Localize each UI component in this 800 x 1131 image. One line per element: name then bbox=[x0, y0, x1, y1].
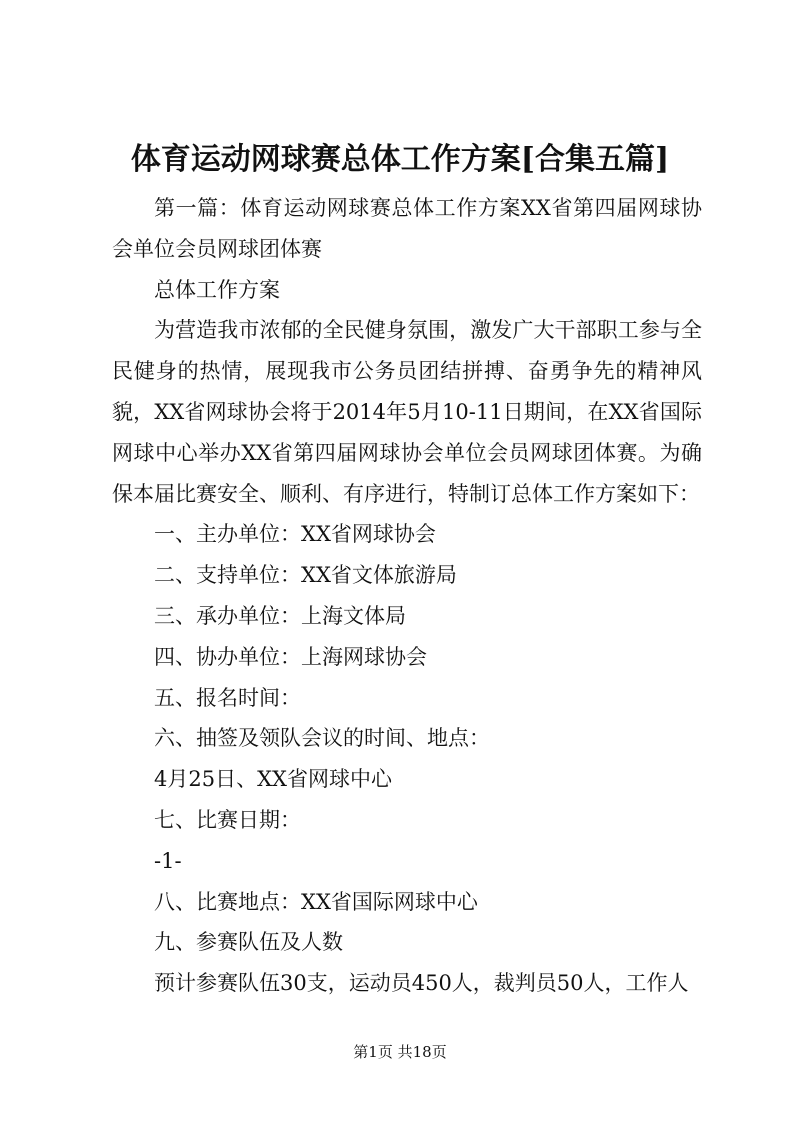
page-number-footer: 第1页 共18页 bbox=[353, 1043, 447, 1061]
paragraph-subtitle: 总体工作方案 bbox=[154, 277, 280, 302]
list-item-organizer: 一、主办单位：XX省网球协会 bbox=[154, 522, 436, 547]
list-item-teams-and-participants: 九、参赛队伍及人数 bbox=[154, 930, 343, 955]
list-item-match-date: 七、比赛日期： bbox=[154, 807, 301, 832]
list-item-draw-meeting: 六、抽签及领队会议的时间、地点： bbox=[154, 726, 490, 751]
paragraph-participant-counts: 预计参赛队伍30支，运动员450人，裁判员50人，工作人 bbox=[154, 971, 689, 996]
list-item-co-organizer: 四、协办单位：上海网球协会 bbox=[154, 644, 427, 669]
list-item-undertaker: 三、承办单位：上海文体局 bbox=[154, 603, 406, 628]
document-title: 体育运动网球赛总体工作方案[合集五篇] bbox=[130, 142, 670, 177]
paragraph-chapter-heading: 第一篇：体育运动网球赛总体工作方案XX省第四届网球协会单位会员网球团体赛 bbox=[112, 196, 702, 261]
paragraph-intro: 为营造我市浓郁的全民健身氛围，激发广大干部职工参与全民健身的热情，展现我市公务员团结拼搏、奋勇争先的精神风貌，XX省网球协会将于2014年5月10-11日期间，在XX省国际网球中心举办XX省第四届网球协会单位会员网球团体赛。为确保本届比赛安全、顺利、有序进行，特制订总体工作方案如下： bbox=[112, 318, 702, 506]
list-item-match-venue: 八、比赛地点：XX省国际网球中心 bbox=[154, 889, 478, 914]
paragraph-draw-meeting-detail: 4月25日、XX省网球中心 bbox=[154, 767, 392, 792]
inline-page-marker: -1- bbox=[154, 848, 182, 873]
document-body bbox=[112, 188, 702, 1004]
list-item-registration-time: 五、报名时间： bbox=[154, 685, 301, 710]
list-item-supporter: 二、支持单位：XX省文体旅游局 bbox=[154, 563, 457, 588]
